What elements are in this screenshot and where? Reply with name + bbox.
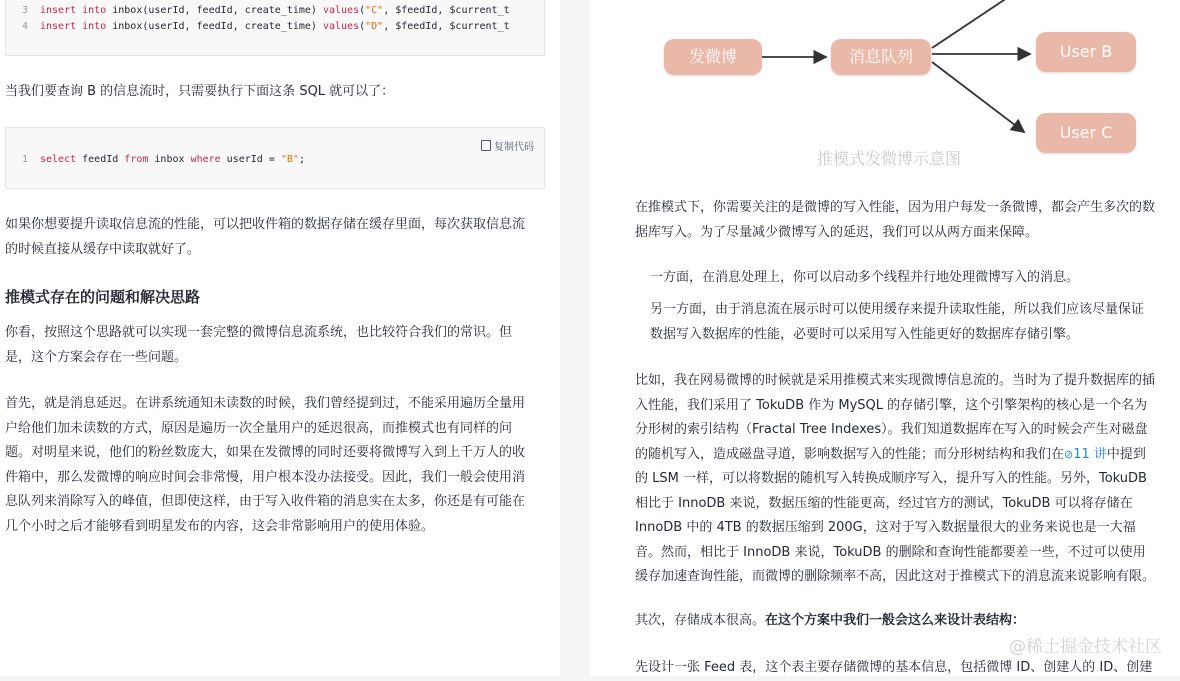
- paragraph: 先设计一张 Feed 表，这个表主要存储微博的基本信息，包括微博 ID、创建人的 ID、创建: [635, 660, 1153, 675]
- paragraph: 在推模式下，你需要关注的是微博的写入性能，因为用户每发一条微博，都会产生多次的数 据库写入。为了尽量减少微博写入的延迟，我们可以从两方面来保障。: [635, 200, 1156, 240]
- list-item: 另一方面，由于消息流在展示时可以使用缓存来提升读取性能，所以我们应该尽量保证 数据写入数据库的性能，必要时可以采用写入性能更好的数据库存储引擎。: [650, 302, 1145, 342]
- code-line: 3 insert into inbox(userId, feedId, create_time) values("C", $feedId, $current_t: [22, 5, 510, 16]
- code-line: 1 select feedId from inbox where userId = "B";: [22, 154, 305, 165]
- watermark: @稀土掘金技术社区: [1009, 637, 1162, 657]
- link-icon: ⊘: [1064, 447, 1074, 461]
- paragraph: 当我们要查询 B 的信息流时，只需要执行下面这条 SQL 就可以了：: [5, 84, 395, 99]
- arrow-queue-to-user-c: [932, 62, 1024, 132]
- right-article-column: [590, 0, 1180, 676]
- list-item: 一方面，在消息处理上，你可以启动多个线程并行地处理微博写入的消息。: [650, 270, 1080, 285]
- paragraph: 如果你想要提升读取信息流的性能，可以把收件箱的数据存储在缓存里面，每次获取信息流 的时候直接从缓存中读取就好了。: [5, 217, 526, 257]
- diagram-caption: 推模式发微博示意图: [817, 149, 962, 168]
- code-block-insert: [5, 0, 545, 56]
- section-heading: 推模式存在的问题和解决思路: [5, 288, 201, 306]
- paragraph: 比如，我在网易微博的时候就是采用推模式来实现微博信息流的。当时为了提升数据库的插 入性能，我们采用了 TokuDB 作为 MySQL 的存储引擎，这个引擎架构的核心是一个名为 分形树的索引结构（Fractal Tree Indexes）。我们知道数据库在写入的时候会产生对磁盘 的随机写入，造成磁盘寻道，影响数据写入的性能；而分形树结构和我们在⊘11 讲中提到 的 LSM 一样，可以将数据的随机写入转换成顺序写入，提升写入的性能。另外，TokuDB 相比于 InnoDB 来说，数据压缩的性能更高，经过官方的测试，TokuDB 可以将存储在 InnoDB 中的 4TB 的数据压缩到 200G，这对于写入数据量很大的业务来说也是一大福 音。然而，相比于 InnoDB 来说，TokuDB 的删除和查询性能都要差一些，不过可以使用 缓存加速查询性能，而微博的删除频率不高，因此这对于推模式下的消息流来说影响有限。: [635, 373, 1156, 584]
- node-user-c: User C: [1036, 113, 1136, 153]
- paragraph: 首先，就是消息延迟。在讲系统通知未读数的时候，我们曾经提到过，不能采用遍历全量用 户给他们加未读数的方式，原因是遍历一次全量用户的延迟很高，而推模式也有同样的问 题。对明星来说，他们的粉丝数庞大，如果在发微博的同时还要将微博写入到上千万人的收 件箱中，那么发微博的响应时间会非常慢，用户根本没办法接受。因此，我们一般会使用消 息队列来消除写入的峰值，但即使这样，由于写入收件箱的消息实在太多，你还是有可能在 几个小时之后才能够看到明星发布的内容，这会非常影响用户的使用体验。: [5, 396, 526, 534]
- paragraph: 你看，按照这个思路就可以实现一套完整的微博信息流系统，也比较符合我们的常识。但 是，这个方案会存在一些问题。: [5, 325, 513, 365]
- code-line: 4 insert into inbox(userId, feedId, create_time) values("D", $feedId, $current_t: [22, 21, 510, 32]
- copy-icon: [481, 140, 491, 151]
- node-user-b: User B: [1036, 32, 1136, 72]
- node-message-queue: 消息队列: [831, 39, 931, 75]
- copy-code-button[interactable]: 复制代码: [481, 138, 534, 153]
- lecture-11-link[interactable]: ⊘11 讲: [1064, 446, 1107, 462]
- arrow-queue-to-user-a: [932, 0, 1010, 48]
- code-block-select: [5, 127, 545, 189]
- paragraph: 其次，存储成本很高。在这个方案中我们一般会这么来设计表结构：: [635, 613, 1026, 628]
- left-article-column: [0, 0, 560, 676]
- node-post-weibo: 发微博: [664, 39, 762, 75]
